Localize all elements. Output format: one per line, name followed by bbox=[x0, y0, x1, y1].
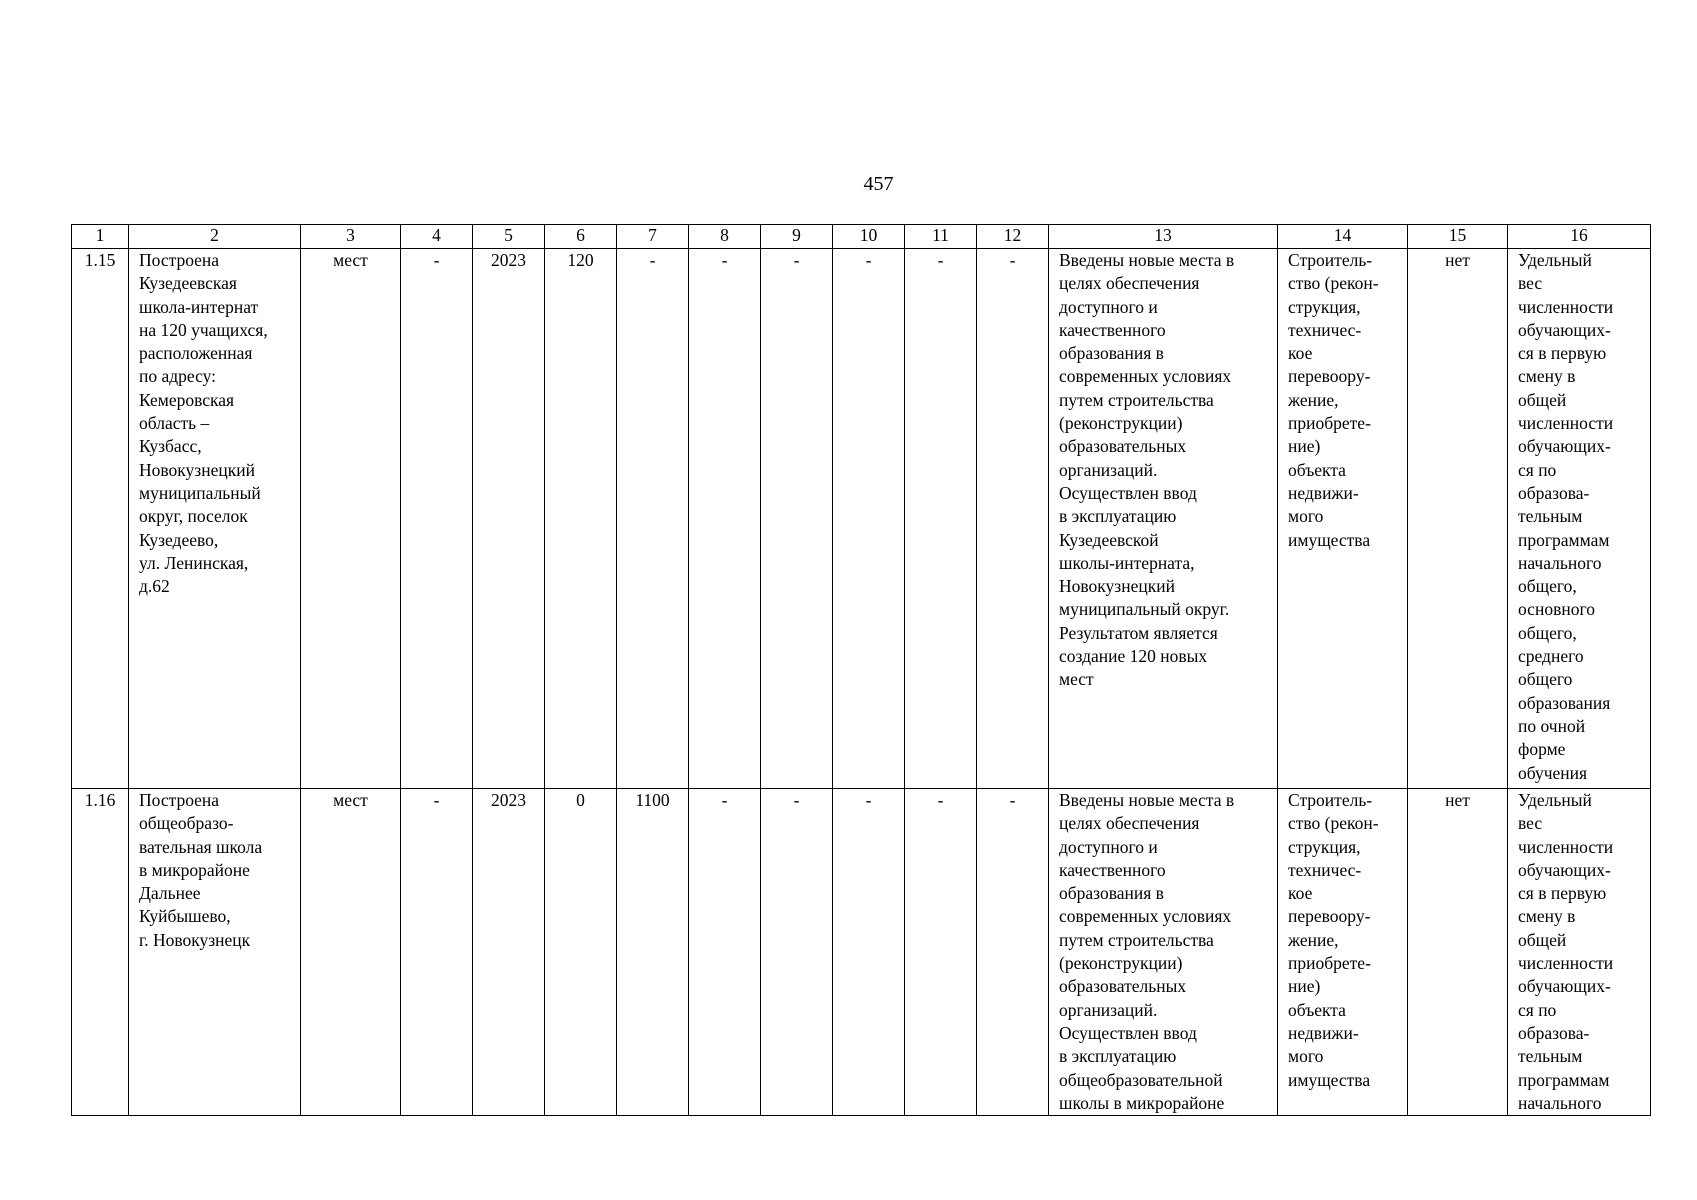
cell-4: - bbox=[401, 249, 473, 789]
cell-7: 1100 bbox=[617, 789, 689, 1116]
column-header: 10 bbox=[833, 225, 905, 249]
cell-6: 120 bbox=[545, 249, 617, 789]
year: 2023 bbox=[473, 789, 545, 1116]
year: 2023 bbox=[473, 249, 545, 789]
column-header: 15 bbox=[1408, 225, 1508, 249]
cell-8: - bbox=[689, 789, 761, 1116]
column-header: 12 bbox=[977, 225, 1049, 249]
column-header: 7 bbox=[617, 225, 689, 249]
column-header: 6 bbox=[545, 225, 617, 249]
column-header: 14 bbox=[1278, 225, 1408, 249]
column-header: 1 bbox=[72, 225, 129, 249]
unit: мест bbox=[301, 249, 401, 789]
cell-9: - bbox=[761, 789, 833, 1116]
result-description: Введены новые места в целях обеспечения доступного и качественного образования в современных условиях путем строительства (реконструкции) образовательных организаций. Осуществлен ввод в эксплуатацию общеобразовательной школы в микрорайоне bbox=[1049, 789, 1278, 1116]
column-header: 13 bbox=[1049, 225, 1278, 249]
column-header: 8 bbox=[689, 225, 761, 249]
row-number: 1.15 bbox=[72, 249, 129, 789]
object-type: Строитель- ство (рекон- струкция, техничес- кое перевоору- жение, приобрете- ние) объекта недвижи- мого имущества bbox=[1278, 789, 1408, 1116]
unit: мест bbox=[301, 789, 401, 1116]
column-numbers-row bbox=[72, 225, 1651, 249]
row-number: 1.16 bbox=[72, 789, 129, 1116]
table-row bbox=[72, 249, 1651, 789]
result-description: Введены новые места в целях обеспечения доступного и качественного образования в современных условиях путем строительства (реконструкции) образовательных организаций. Осуществлен ввод в эксплуатацию Кузедеевской школы-интерната, Новокузнецкий муниципальный округ. Результатом является создание 120 новых мест bbox=[1049, 249, 1278, 789]
cell-6: 0 bbox=[545, 789, 617, 1116]
column-header: 9 bbox=[761, 225, 833, 249]
column-header: 3 bbox=[301, 225, 401, 249]
cell-10: - bbox=[833, 249, 905, 789]
event-name: Построена Кузедеевская школа-интернат на 120 учащихся, расположенная по адресу: Кемеровская область – Кузбасс, Новокузнецкий муниципальный округ, поселок Кузедеево, ул. Ленинская, д.62 bbox=[129, 249, 301, 789]
object-type: Строитель- ство (рекон- струкция, техничес- кое перевоору- жение, приобрете- ние) объекта недвижи- мого имущества bbox=[1278, 249, 1408, 789]
indicator: Удельный вес численности обучающих- ся в первую смену в общей численности обучающих- ся по образова- тельным программам начального общего, основного общего, среднего общего образования по очной форме обучения bbox=[1508, 249, 1651, 789]
column-header: 5 bbox=[473, 225, 545, 249]
page-number: 457 bbox=[863, 173, 894, 195]
cell-11: - bbox=[905, 249, 977, 789]
event-name: Построена общеобразо- вательная школа в микрорайоне Дальнее Куйбышево, г. Новокузнецк bbox=[129, 789, 301, 1116]
cell-8: - bbox=[689, 249, 761, 789]
indicator: Удельный вес численности обучающих- ся в первую смену в общей численности обучающих- ся по образова- тельным программам начального bbox=[1508, 789, 1651, 1116]
column-header: 4 bbox=[401, 225, 473, 249]
cell-4: - bbox=[401, 789, 473, 1116]
cell-15: нет bbox=[1408, 789, 1508, 1116]
cell-12: - bbox=[977, 789, 1049, 1116]
plan-table bbox=[71, 224, 1651, 1116]
cell-11: - bbox=[905, 789, 977, 1116]
cell-12: - bbox=[977, 249, 1049, 789]
cell-15: нет bbox=[1408, 249, 1508, 789]
column-header: 16 bbox=[1508, 225, 1651, 249]
table-row bbox=[72, 789, 1651, 1116]
cell-9: - bbox=[761, 249, 833, 789]
column-header: 11 bbox=[905, 225, 977, 249]
cell-7: - bbox=[617, 249, 689, 789]
column-header: 2 bbox=[129, 225, 301, 249]
cell-10: - bbox=[833, 789, 905, 1116]
